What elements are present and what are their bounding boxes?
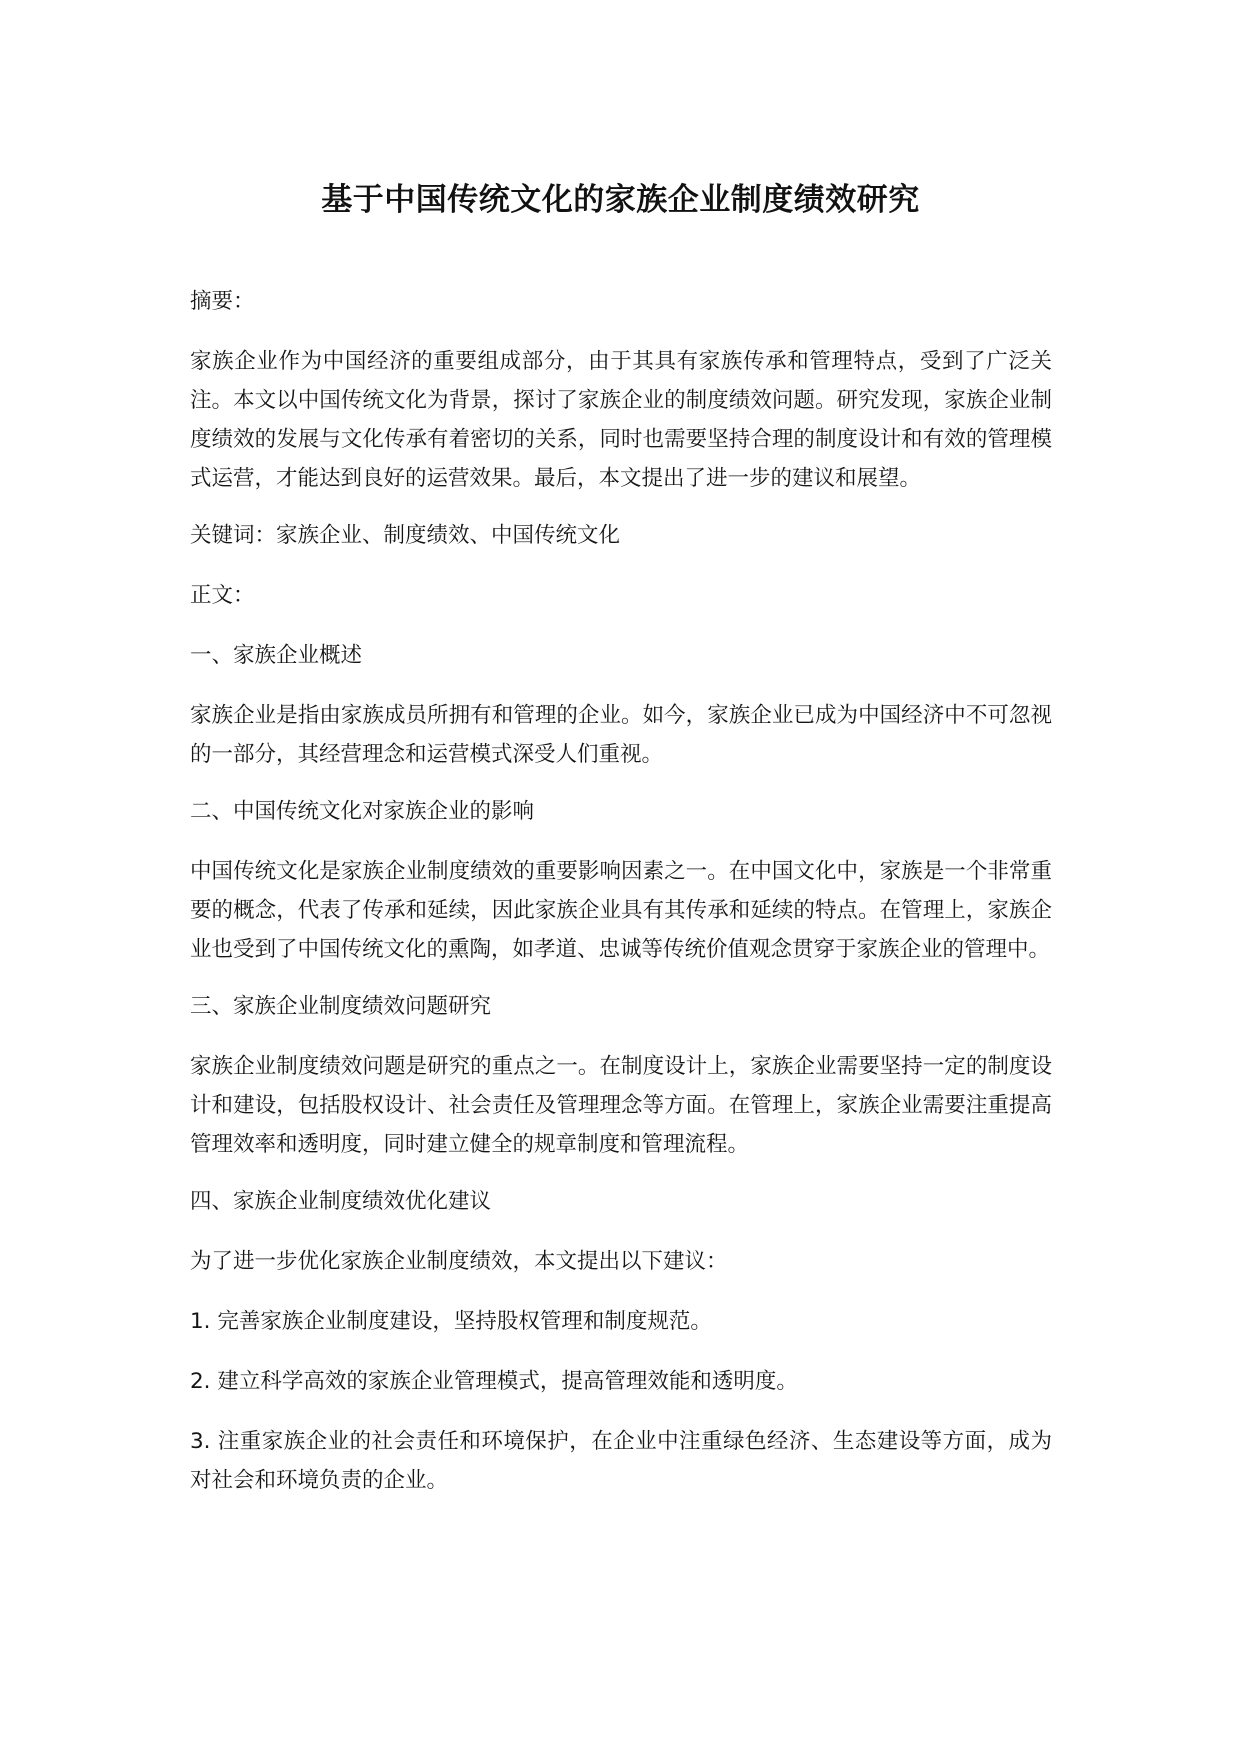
section-heading-1: 一、家族企业概述 [190,643,363,668]
abstract-label: 摘要： [190,289,255,314]
section-text-3: 家族企业制度绩效问题是研究的重点之一。在制度设计上，家族企业需要坚持一定的制度设计和建设，包括股权设计、社会责任及管理理念等方面。在管理上，家族企业需要注重提高管理效率和透明度，同时建立健全的规章制度和管理流程。 [190,1054,1052,1157]
section-heading-3: 三、家族企业制度绩效问题研究 [190,994,492,1019]
document-body [190,282,1052,1518]
section-text-1: 家族企业是指由家族成员所拥有和管理的企业。如今，家族企业已成为中国经济中不可忽视的一部分，其经营理念和运营模式深受人们重视。 [190,703,1052,767]
body-label: 正文： [190,583,255,608]
suggestion-item-1: 1. 完善家族企业制度建设，坚持股权管理和制度规范。 [190,1309,712,1334]
section-text-2: 中国传统文化是家族企业制度绩效的重要影响因素之一。在中国文化中，家族是一个非常重要的概念，代表了传承和延续，因此家族企业具有其传承和延续的特点。在管理上，家族企业也受到了中国传统文化的熏陶，如孝道、忠诚等传统价值观念贯穿于家族企业的管理中。 [190,859,1052,962]
suggestion-item-3: 3. 注重家族企业的社会责任和环境保护，在企业中注重绿色经济、生态建设等方面，成为对社会和环境负责的企业。 [190,1429,1052,1493]
abstract-text: 家族企业作为中国经济的重要组成部分，由于其具有家族传承和管理特点，受到了广泛关注。本文以中国传统文化为背景，探讨了家族企业的制度绩效问题。研究发现，家族企业制度绩效的发展与文化传承有着密切的关系，同时也需要坚持合理的制度设计和有效的管理模式运营，才能达到良好的运营效果。最后，本文提出了进一步的建议和展望。 [190,349,1052,491]
document-title: 基于中国传统文化的家族企业制度绩效研究 [321,182,920,218]
section-text-4: 为了进一步优化家族企业制度绩效，本文提出以下建议： [190,1249,728,1274]
suggestion-item-2: 2. 建立科学高效的家族企业管理模式，提高管理效能和透明度。 [190,1369,798,1394]
section-heading-2: 二、中国传统文化对家族企业的影响 [190,799,535,824]
keywords-line: 关键词：家族企业、制度绩效、中国传统文化 [190,523,621,548]
section-heading-4: 四、家族企业制度绩效优化建议 [190,1189,492,1214]
